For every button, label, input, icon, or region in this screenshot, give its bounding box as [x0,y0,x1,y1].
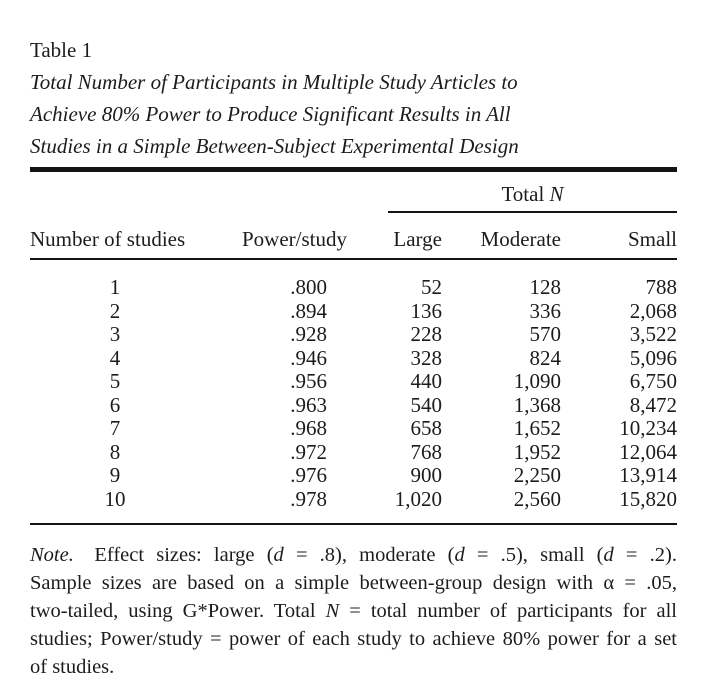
table-cell: .963 [290,392,327,417]
table-cell: 10 [104,486,126,511]
text-segment: of studies. [30,656,115,678]
table-cell: 6,750 [629,369,677,393]
italic-text-segment: N [549,182,564,206]
table-cell: 2,250 [513,463,561,487]
header-row [30,213,677,259]
table-cell: 328 [410,345,442,370]
table-cell: 2,068 [629,298,677,323]
table-cell: 1 [109,275,121,299]
table-row [30,300,677,324]
note-line [30,569,677,597]
italic-text-segment: d [273,544,284,566]
text-segment: = total number of participants for all [339,600,677,622]
text-segment: studies; Power/study = power of each study to achieve 80% power for a set [30,628,677,650]
col-header-moderate: Moderate [442,213,565,259]
table-cell: .928 [290,322,327,346]
italic-text-segment: Note. [30,544,74,566]
italic-text-segment: N [325,600,340,622]
table-cell: 5 [109,369,121,393]
table-cell: 9 [109,463,121,487]
spanner-total-n-label [388,182,677,213]
table-cell: .968 [290,416,327,440]
spanner-total-n [347,170,677,214]
text-segment: = .5), small ( [464,544,604,566]
table-cell: 3 [109,322,121,346]
table-cell: 2,560 [513,486,561,511]
table-cell: 12,064 [619,439,677,464]
table-cell: .978 [290,486,327,511]
table-cell: 136 [410,298,442,323]
table-cell: 336 [529,298,561,323]
table-row [30,259,677,300]
table-label: Table 1 [30,38,93,62]
italic-text-segment: d [454,544,465,566]
table-cell: 824 [529,345,561,370]
table-row [30,323,677,347]
table-row [30,464,677,488]
table-cell: 15,820 [619,486,677,511]
text-segment: Effect sizes: large ( [73,544,274,566]
table-cell: 1,652 [513,416,561,440]
spanner-row [30,170,677,214]
data-table [30,167,677,525]
table-cell: 128 [529,275,561,299]
table-cell: 658 [410,416,442,440]
caption-line: Achieve 80% Power to Produce Significant Results in All [30,102,511,126]
caption-line: Total Number of Participants in Multiple Study Articles to [30,70,518,94]
table-row [30,370,677,394]
table-cell: 228 [410,322,442,346]
table-cell: 440 [410,369,442,393]
table-cell: 1,368 [513,392,561,417]
table-row [30,347,677,371]
caption-line: Studies in a Simple Between-Subject Experimental Design [30,134,519,158]
table-cell: 6 [109,392,121,417]
table-row [30,488,677,525]
table-cell: 1,020 [394,486,442,511]
table-cell: 2 [109,298,121,323]
col-header-power-study: Power/study [200,213,347,259]
table-cell: .946 [290,345,327,370]
note-line [30,625,677,653]
italic-text-segment: d [603,544,614,566]
table-cell: 4 [109,345,121,370]
table-cell: 1,952 [513,439,561,464]
table-cell: .972 [290,439,327,464]
col-header-small: Small [565,213,677,259]
table-cell: .894 [290,298,327,323]
table-row [30,394,677,418]
table-note [30,541,677,681]
table-cell: 900 [410,463,442,487]
text-segment: = .8), moderate ( [283,544,455,566]
col-header-large: Large [347,213,442,259]
table-cell: 10,234 [619,416,677,440]
table-cell: .976 [290,463,327,487]
table-cell: 5,096 [629,345,677,370]
text-segment: Total [501,182,550,206]
table-row [30,441,677,465]
table-caption [30,66,677,162]
note-line [30,597,677,625]
table-cell: .800 [290,275,327,299]
text-segment: Sample sizes are based on a simple between-group design with α = .05, [30,572,677,594]
spanner-spacer [30,170,347,214]
col-header-number-of-studies: Number of studies [30,213,200,259]
table-cell: 8 [109,439,121,464]
table-cell: 768 [410,439,442,464]
table-cell: 540 [410,392,442,417]
table-cell: 13,914 [619,463,677,487]
table-cell: 3,522 [629,322,677,346]
text-segment: two-tailed, using G*Power. Total [30,600,326,622]
table-body [30,259,677,524]
table-cell: .956 [290,369,327,393]
table-cell: 788 [645,275,677,299]
table-row [30,417,677,441]
table-cell: 52 [421,275,442,299]
text-segment: = .2). [613,544,677,566]
table-cell: 8,472 [629,392,677,417]
table-cell: 570 [529,322,561,346]
note-line [30,653,677,681]
note-line [30,541,677,569]
table-head [30,170,677,260]
table-cell: 7 [109,416,121,440]
table-cell: 1,090 [513,369,561,393]
